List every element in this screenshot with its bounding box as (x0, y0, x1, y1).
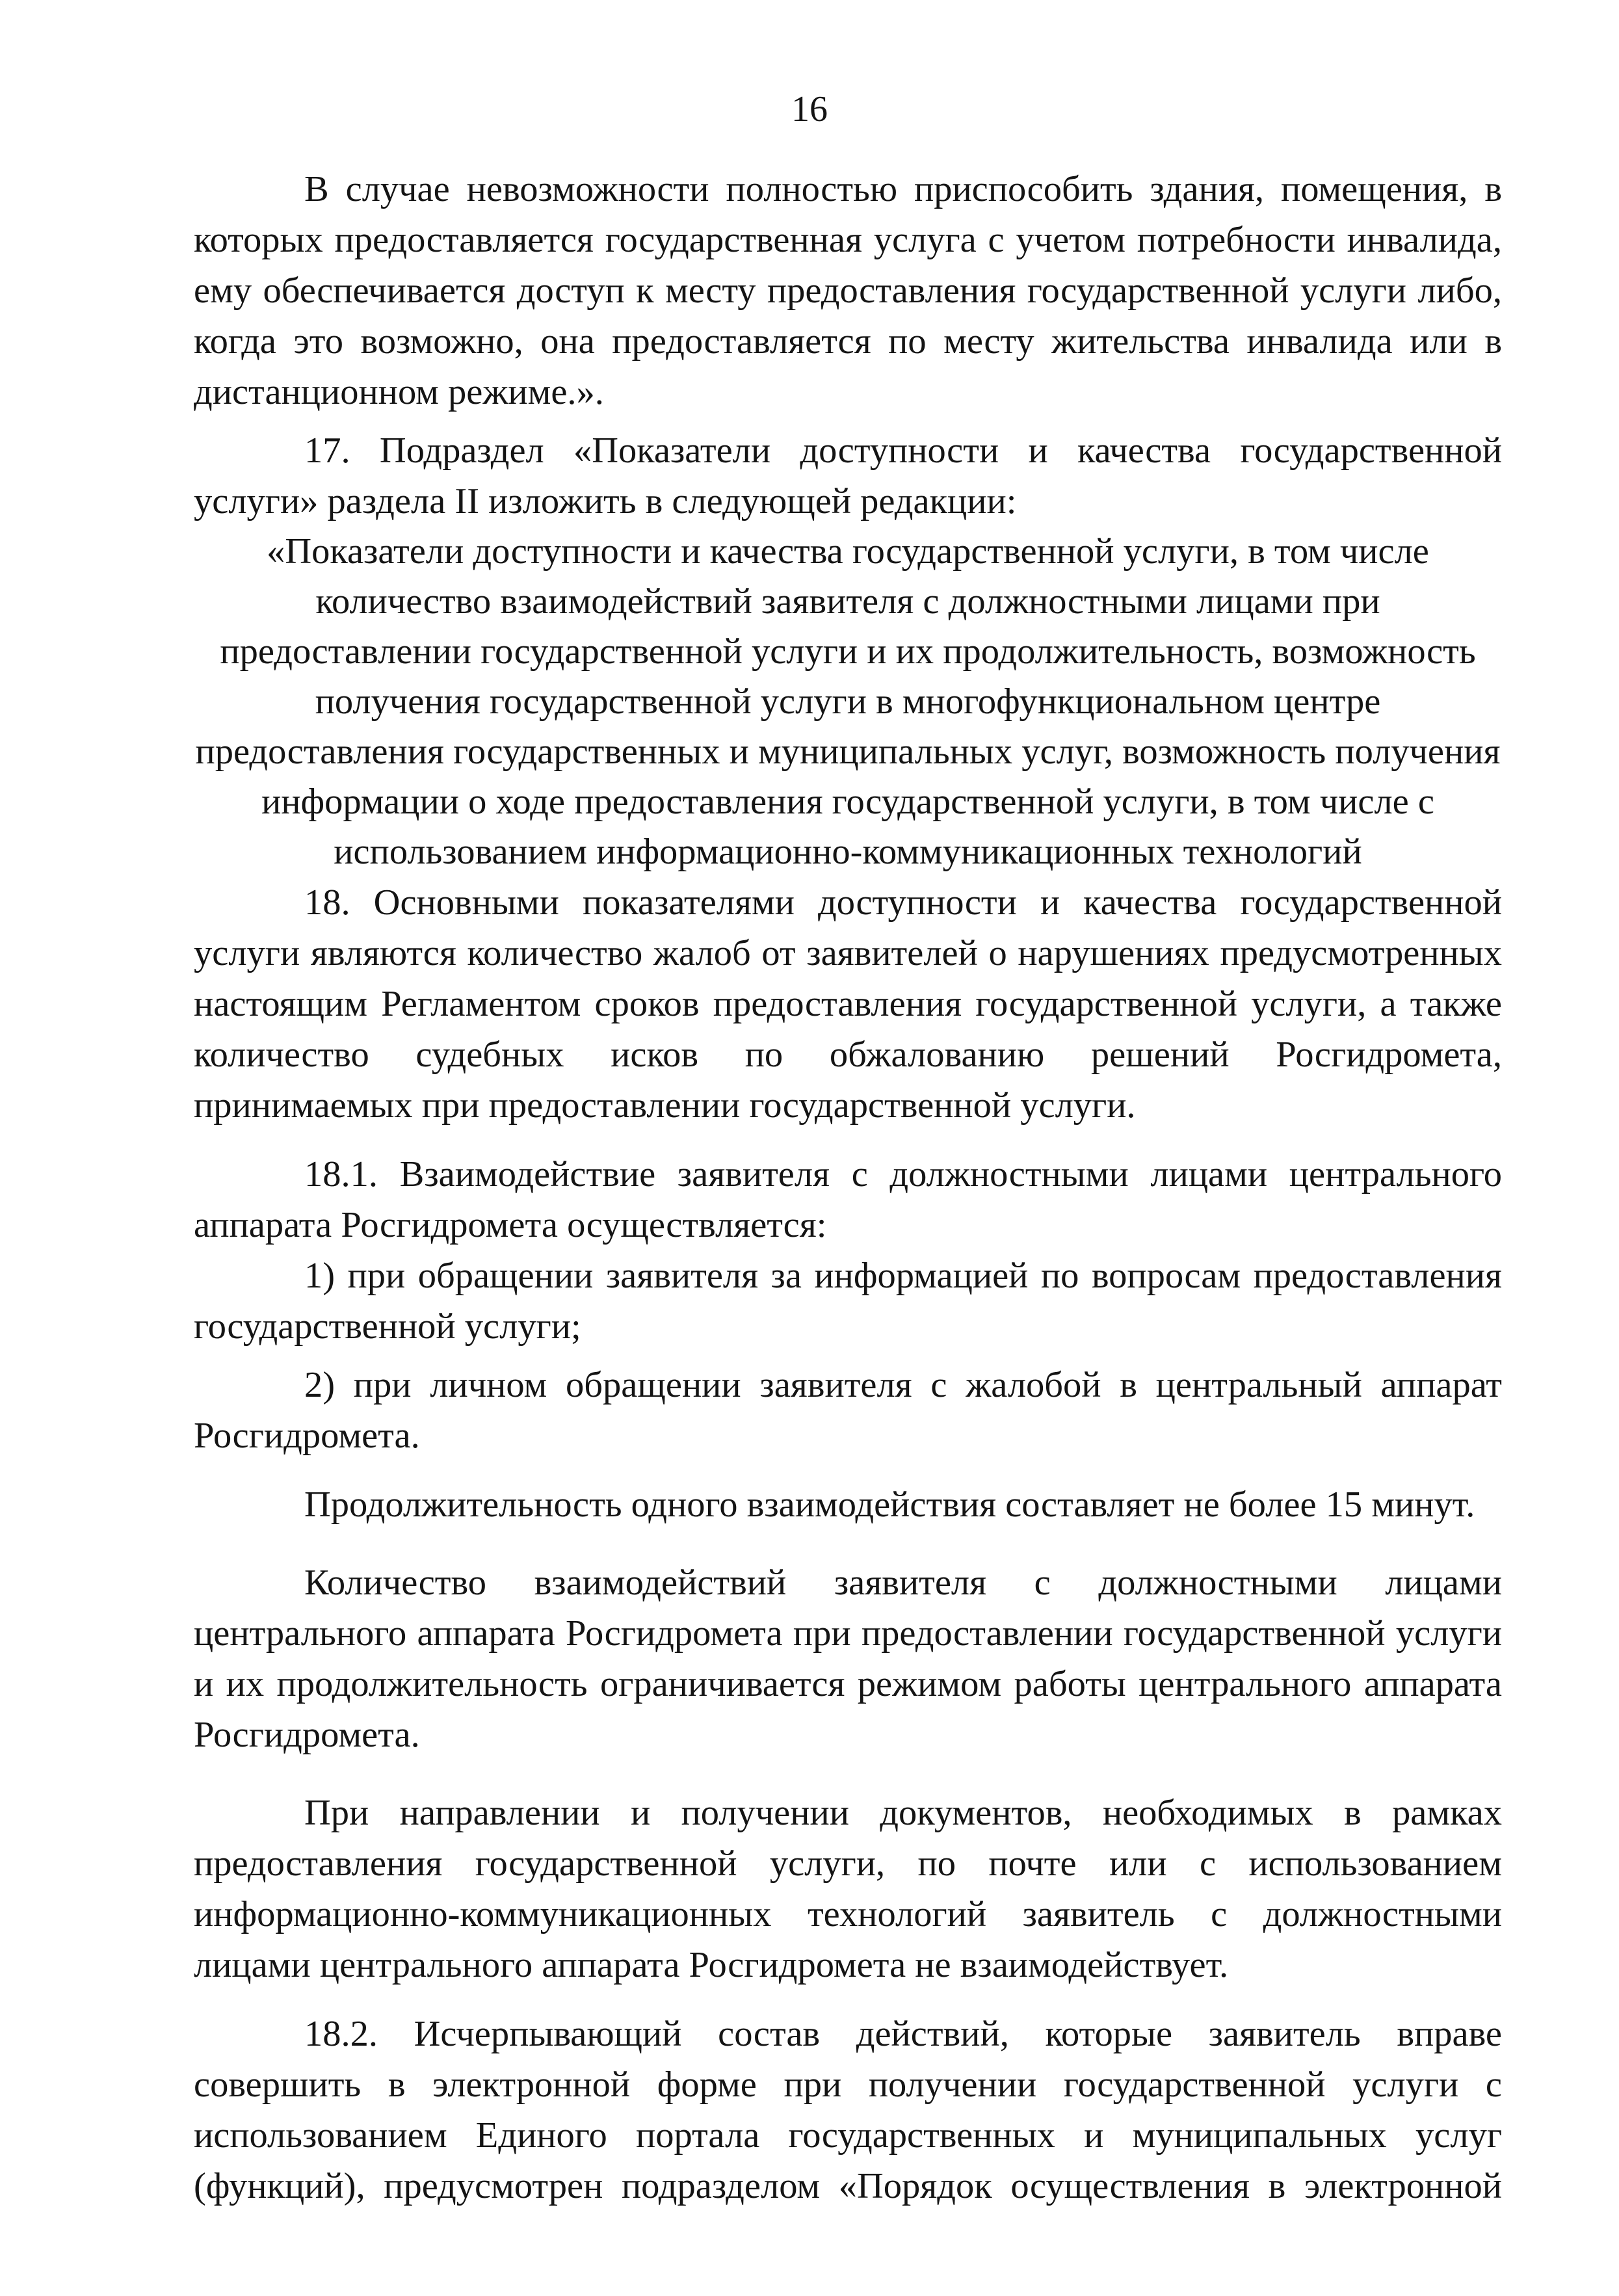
paragraph-item-18-2: 18.2. Исчерпывающий состав действий, которые заявитель вправе совершить в электронной форме при получении государственной услуги с использованием Единого портала государственных и муниципальных услуг (функций), предусмотрен подразделом «Порядок осуществления в электронной (194, 2014, 1502, 2206)
paragraph-item-17: 17. Подраздел «Показатели доступности и качества государственной услуги» раздела II изложить в следующей редакции: (194, 430, 1502, 521)
paragraph-duration: Продолжительность одного взаимодействия составляет не более 15 минут. (304, 1484, 1475, 1525)
list-item-2: 2) при личном обращении заявителя с жалобой в центральный аппарат Росгидромета. (194, 1365, 1502, 1456)
list-item-1: 1) при обращении заявителя за информацией по вопросам предоставления государственной услуги; (194, 1256, 1502, 1347)
paragraph-interaction-count: Количество взаимодействий заявителя с должностными лицами центрального аппарата Росгидромета при предоставлении государственной услуги и их продолжительность ограничивается режимом работы центрального аппарата Росгидромета. (194, 1563, 1502, 1755)
paragraph-disabled-access: В случае невозможности полностью приспособить здания, помещения, в которых предоставляется государственная услуга с учетом потребности инвалида, ему обеспечивается доступ к месту предоставления государственной услуги либо, когда это возможно, она предоставляется по месту жительства инвалида или в дистанционном режиме.». (194, 169, 1502, 412)
document-body (194, 164, 1502, 2211)
paragraph-item-18: 18. Основными показателями доступности и качества государственной услуги являются количество жалоб от заявителей о нарушениях предусмотренных настоящим Регламентом сроков предоставления государственной услуги, а также количество судебных исков по обжалованию решений Росгидромета, принимаемых при предоставлении государственной услуги. (194, 882, 1502, 1126)
page-number: 16 (791, 89, 828, 129)
subsection-heading: «Показатели доступности и качества государственной услуги, в том числе количество взаимодействий заявителя с должностными лицами при предоставлении государственной услуги и их продолжительность, возможность получения государственной услуги в многофункциональном центре предоставления государственных и муниципальных услуг, возможность получения информации о ходе предоставления государственной услуги, в том числе с использованием информационно-коммуникационных технологий (195, 531, 1501, 872)
paragraph-documents: При направлении и получении документов, необходимых в рамках предоставления государственной услуги, по почте или с использованием информационно-коммуникационных технологий заявитель с должностными лицами центрального аппарата Росгидромета не взаимодействует. (194, 1793, 1502, 1985)
paragraph-item-18-1: 18.1. Взаимодействие заявителя с должностными лицами центрального аппарата Росгидромета осуществляется: (194, 1154, 1502, 1245)
